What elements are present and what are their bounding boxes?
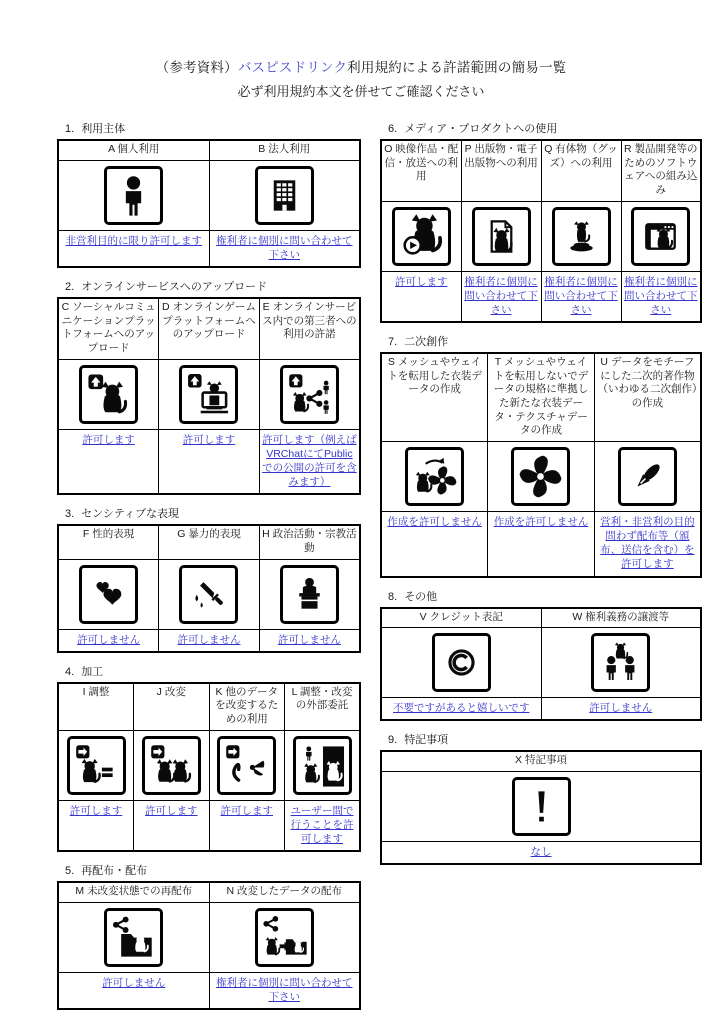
section-number: 4. (65, 665, 75, 678)
copyright-icon (432, 633, 491, 692)
pen-icon (618, 447, 677, 506)
item-label: D オンラインゲームプラットフォームへのアップロード (159, 298, 260, 359)
item-icon-cell (134, 730, 210, 800)
section-heading (57, 862, 361, 878)
document-cat-icon (472, 207, 531, 266)
person-icon (104, 166, 163, 225)
clothes-icon (511, 447, 570, 506)
item-label: O 映像作品・配信・放送への利用 (381, 140, 461, 201)
hearts-icon (79, 565, 138, 624)
item-label: L 調整・改変の外部委託 (285, 683, 361, 730)
item-label: E オンラインサービス内での第三者への利用の許諾 (259, 298, 360, 359)
share-folder-cat-icon (104, 908, 163, 967)
permission-result: 権利者に個別に問い合わせて下さい (209, 972, 360, 1009)
section-title: 特記事項 (404, 734, 449, 747)
permission-result: 許可します (58, 429, 159, 494)
item-label: W 権利義務の譲渡等 (541, 608, 701, 628)
item-label: U データをモチーフにした二次的著作物（いわゆる二次創作）の作成 (594, 353, 701, 441)
upload-share-cat-icon (280, 365, 339, 424)
permission-result: 許可しません (541, 698, 701, 721)
permission-result: 権利者に個別に問い合わせて下さい (621, 271, 701, 322)
item-icon-cell (621, 201, 701, 271)
section-3 (57, 505, 361, 652)
item-icon-cell (488, 441, 595, 511)
section-heading (57, 663, 361, 679)
item-label: N 改変したデータの配布 (209, 882, 360, 902)
section-title: メディア・プロダクトへの使用 (404, 123, 558, 135)
section-heading (380, 588, 702, 604)
section-6 (380, 120, 702, 323)
section-number: 8. (388, 590, 398, 603)
item-icon-cell (461, 201, 541, 271)
section-7 (380, 333, 702, 578)
item-label: F 性的表現 (58, 525, 159, 559)
permission-result: 許可しません (259, 629, 360, 652)
permission-result: 許可しません (58, 972, 209, 1009)
columns (57, 120, 702, 1020)
permission-result: 許可します（例えばVRChatにてPublicでの公開の許可を含みます） (259, 429, 360, 494)
adjust-cat-equals-icon (67, 736, 126, 795)
permission-table (57, 139, 361, 268)
item-icon-cell (381, 201, 461, 271)
item-icon-cell (58, 902, 209, 972)
item-icon-cell (58, 730, 134, 800)
item-label: K 他のデータを改変するための利用 (209, 683, 285, 730)
permission-result: 非営利目的に限り許可します (58, 230, 209, 267)
modify-cat-parts-icon (217, 736, 276, 795)
title-suffix: 利用規約による許諾範囲の簡易一覧 (347, 60, 567, 75)
section-4 (57, 663, 361, 852)
section-number: 6. (388, 123, 398, 135)
left-column (57, 120, 361, 1020)
permission-table (380, 352, 702, 578)
item-icon-cell (594, 441, 701, 511)
permission-table (57, 682, 361, 852)
permission-result: 許可しません (58, 629, 159, 652)
title-line-1 (0, 56, 722, 76)
section-title: オンラインサービスへのアップロード (81, 280, 268, 293)
permission-result: 作成を許可しません (488, 511, 595, 576)
section-heading (57, 120, 361, 136)
podium-speech-icon (280, 565, 339, 624)
permission-result: 不要ですがあると嬉しいです (381, 698, 541, 721)
cat-play-icon (392, 207, 451, 266)
item-label: V クレジット表記 (381, 608, 541, 628)
section-heading (380, 120, 702, 136)
item-icon-cell (209, 902, 360, 972)
section-number: 9. (388, 734, 398, 747)
item-icon-cell (381, 772, 701, 842)
section-number: 7. (388, 336, 398, 349)
permission-result: 許可しません (159, 629, 260, 652)
item-label: T メッシュやウェイトを転用しないでデータの規格に準拠した新たな衣装データ・テクスチャデータの作成 (488, 353, 595, 441)
item-label: G 暴力的表現 (159, 525, 260, 559)
exclamation-icon (512, 777, 571, 836)
upload-cat-icon (79, 365, 138, 424)
item-icon-cell (209, 160, 360, 230)
permission-table (57, 881, 361, 1010)
section-heading (380, 333, 702, 349)
section-title: 利用主体 (81, 123, 126, 135)
modify-cats-icon (142, 736, 201, 795)
item-icon-cell (381, 628, 541, 698)
item-label: J 改変 (134, 683, 210, 730)
section-5 (57, 862, 361, 1010)
section-title: 加工 (81, 665, 104, 678)
item-icon-cell (285, 730, 361, 800)
permission-table (57, 524, 361, 652)
section-heading (57, 505, 361, 521)
item-icon-cell (381, 441, 488, 511)
outsource-door-icon (293, 736, 352, 795)
item-icon-cell (259, 559, 360, 629)
section-heading (57, 278, 361, 294)
section-title: センシティブな表現 (81, 508, 180, 521)
permission-result: 許可します (134, 800, 210, 851)
title-brand: バスピスドリンク (237, 60, 348, 75)
item-icon-cell (58, 359, 159, 429)
permission-table (380, 607, 702, 722)
section-number: 3. (65, 508, 75, 521)
item-icon-cell (259, 359, 360, 429)
section-title: 再配布・配布 (81, 865, 148, 878)
item-label: M 未改変状態での再配布 (58, 882, 209, 902)
item-label: P 出版物・電子出版物への利用 (461, 140, 541, 201)
figurine-cat-icon (552, 207, 611, 266)
item-icon-cell (58, 160, 209, 230)
item-label: A 個人利用 (58, 140, 209, 160)
section-title: 二次創作 (404, 336, 449, 349)
section-title: その他 (404, 590, 438, 603)
item-icon-cell (541, 201, 621, 271)
item-icon-cell (159, 359, 260, 429)
permission-table (57, 297, 361, 495)
section-2 (57, 278, 361, 495)
rights-transfer-people-icon (591, 633, 650, 692)
software-window-cat-icon (631, 207, 690, 266)
permission-result: 権利者に個別に問い合わせて下さい (461, 271, 541, 322)
permission-result: 許可します (209, 800, 285, 851)
item-icon-cell (541, 628, 701, 698)
permission-result: 許可します (58, 800, 134, 851)
title-line-2: 必ず利用規約本文を併せてご確認ください (237, 84, 485, 99)
permission-result: 許可します (381, 271, 461, 322)
item-label: Q 有体物（グッズ）への利用 (541, 140, 621, 201)
item-label: R 製品開発等のためのソフトウェアへの組み込み (621, 140, 701, 201)
section-number: 1. (65, 123, 75, 135)
item-label: I 調整 (58, 683, 134, 730)
upload-cat-monitor-icon (179, 365, 238, 424)
permission-result: 権利者に個別に問い合わせて下さい (541, 271, 621, 322)
title-prefix: （参考資料） (155, 60, 238, 75)
item-label: H 政治活動・宗教活動 (259, 525, 360, 559)
permission-result: 営利・非営利の目的問わず配布等（頒布、送信を含む）を許可します (594, 511, 701, 576)
section-number: 2. (65, 280, 75, 293)
permission-result: なし (381, 842, 701, 865)
section-heading (380, 731, 702, 747)
permission-table (380, 139, 702, 323)
item-label: S メッシュやウェイトを転用した衣装データの作成 (381, 353, 488, 441)
cat-clothes-remake-icon (405, 447, 464, 506)
item-icon-cell (159, 559, 260, 629)
right-column (380, 120, 702, 875)
share-cat-transfer-icon (255, 908, 314, 967)
permission-table (380, 750, 702, 865)
permission-result: 権利者に個別に問い合わせて下さい (209, 230, 360, 267)
section-1 (57, 120, 361, 268)
item-icon-cell (58, 559, 159, 629)
item-icon-cell (209, 730, 285, 800)
building-icon (255, 166, 314, 225)
item-label: B 法人利用 (209, 140, 360, 160)
item-label: C ソーシャルコミュニケーションプラットフォームへのアップロード (58, 298, 159, 359)
permission-result: 許可します (159, 429, 260, 494)
permission-result: ユーザー間で行うことを許可します (285, 800, 361, 851)
document-title (0, 56, 722, 100)
section-8 (380, 588, 702, 722)
section-number: 5. (65, 865, 75, 878)
item-label: X 特記事項 (381, 751, 701, 771)
section-9 (380, 731, 702, 865)
knife-icon (179, 565, 238, 624)
permission-result: 作成を許可しません (381, 511, 488, 576)
